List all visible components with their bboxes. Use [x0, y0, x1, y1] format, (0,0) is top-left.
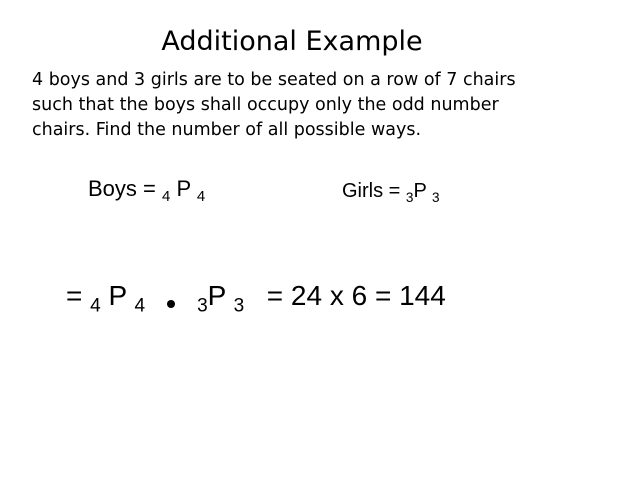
girls-permutation	[342, 180, 440, 205]
slide-title: Additional Example	[161, 26, 423, 57]
boys-permutation	[88, 176, 205, 205]
term1-p-symbol: P	[108, 280, 127, 311]
boys-post-subscript: 4	[196, 188, 206, 206]
term2-pre-subscript: 3	[197, 295, 208, 317]
result-tail: = 24 x 6 = 144	[266, 280, 446, 311]
problem-line: chairs. Find the number of all possible ways.	[32, 120, 422, 140]
result-equation	[66, 280, 446, 318]
term2-p-symbol: P	[207, 280, 226, 311]
boys-label: Boys =	[88, 176, 156, 201]
girls-post-subscript: 3	[432, 189, 440, 205]
girls-p-symbol: P	[413, 180, 427, 202]
problem-line: 4 boys and 3 girls are to be seated on a row of 7 chairs	[32, 70, 516, 90]
problem-statement	[32, 68, 622, 143]
multiplication-dot-icon	[167, 300, 175, 308]
boys-pre-subscript: 4	[162, 188, 171, 206]
problem-line: such that the boys shall occupy only the odd number	[32, 95, 499, 115]
girls-pre-subscript: 3	[405, 189, 414, 205]
boys-p-symbol: P	[176, 176, 191, 201]
term2-post-subscript: 3	[233, 295, 245, 317]
term1-pre-subscript: 4	[90, 295, 101, 317]
term1-post-subscript: 4	[134, 295, 146, 317]
equals-sign: =	[66, 280, 83, 311]
girls-label: Girls =	[342, 180, 401, 202]
